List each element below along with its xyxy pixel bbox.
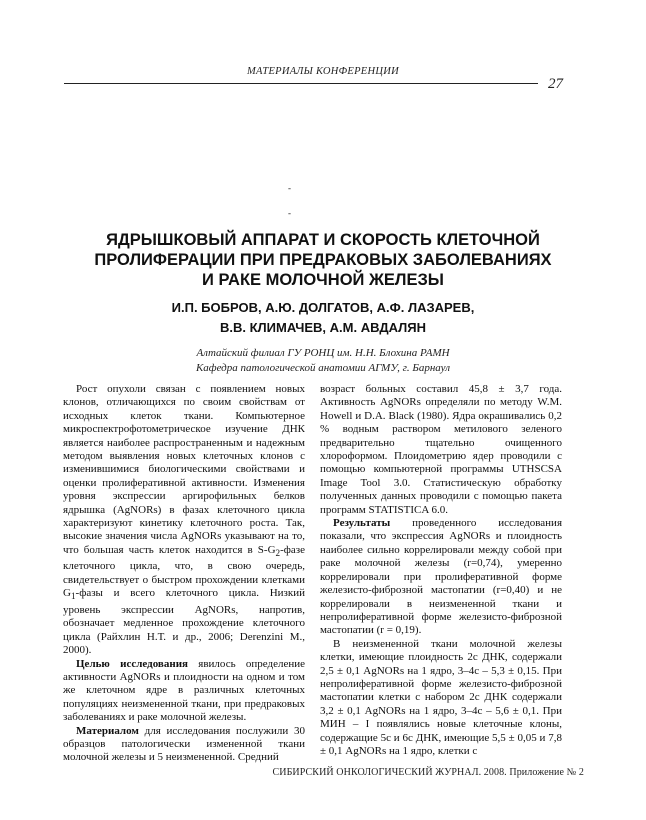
article-affiliation	[40, 346, 606, 376]
material-heading: Материалом	[76, 724, 139, 737]
marker-dash: -	[288, 183, 291, 193]
journal-footer: СИБИРСКИЙ ОНКОЛОГИЧЕСКИЙ ЖУРНАЛ. 2008. Приложение № 2	[272, 767, 584, 778]
article-title-line: И РАКЕ МОЛОЧНОЙ ЖЕЛЕЗЫ	[202, 271, 444, 289]
article-title-line: ПРОЛИФЕРАЦИИ ПРИ ПРЕДРАКОВЫХ ЗАБОЛЕВАНИЯХ	[94, 251, 552, 269]
paragraph-aim: Целью исследования явилось определение активности AgNORs и плоидности на одном и том же клеточном ядре в различных клеточных популяциях неизмененной ткани, при предраковых заболеваниях и раке молочной железы.	[63, 657, 306, 724]
article-title-line: ЯДРЫШКОВЫЙ АППАРАТ И СКОРОСТЬ КЛЕТОЧНОЙ	[106, 231, 540, 249]
page-number: 27	[548, 76, 563, 92]
header-rule	[64, 83, 538, 84]
authors-line: И.П. БОБРОВ, А.Ю. ДОЛГАТОВ, А.Ф. ЛАЗАРЕВ,	[171, 300, 475, 315]
running-header: МАТЕРИАЛЫ КОНФЕРЕНЦИИ	[246, 66, 400, 77]
affiliation-line: Алтайский филиал ГУ РОНЦ им. Н.Н. Блохина РАМН	[196, 347, 450, 359]
marker-dash: -	[288, 208, 291, 218]
paragraph-methods: возраст больных составил 45,8 ± 3,7 года. Активность AgNORs определяли по методу W.M. Howell и D.A. Black (1980). Ядра окрашивались 0,2 % водным раствором метилового зеленого предварительно тщательно очищенного хлороформом. Плоидометрию ядер проводили с помощью компьютерной программы UTHSCSA Image Tool 3.0. Статистическую обработку полученных данных проводили с помощью пакета программ STATISTICA 6.0.	[320, 383, 562, 516]
aim-heading: Целью исследования	[76, 657, 188, 670]
paragraph-findings: В неизмененной ткани молочной железы клетки, имеющие плоидность 2с ДНК, содержали 2,5 ± 0,1 AgNORs на 1 ядро, 3–4с – 5,3 ± 0,15. При непролиферативной форме железисто-фиброзной мастопатии клетки с набором 2с ДНК содержали 3,2 ± 0,1 AgNORs на 1 ядро, 3–4с – 5,6 ± 0,1. При МИН – I появлялись новые клеточные клоны, содержащие 5с и 6с ДНК, имеющие 5,5 ± 0,05 и 7,8 ± 0,1 AgNORs на 1 ядро, клетки с	[320, 637, 562, 757]
paragraph-introduction: Рост опухоли связан с появлением новых клонов, отличающихся по своим свойствам от исходных клеток ткани. Компьютерное микроспектрофотометрическое изучение ДНК является наиболее распространенным и надежным методом выявления новых клеточных клонов с изменившимися биологическими свойствами и оценки пролиферативной активности. Изменения уровня экспрессии аргирофильных белков ядрышка (AgNORs) в фазах клеточного цикла характеризуют кинетику клеточного роста. Так, высокие значения числа AgNORs указывают на то, что большая часть клеток находится в $S-G_2$-фазе клеточного цикла, что, в свою очередь, свидетельствует о быстром прохождении клетками $G_1$-фазы и всего клеточного цикла. Низкий уровень экспрессии AgNORs, напротив, обозначает медленное прохождение клеточного цикла (Райхлин Н.Т. и др., 2006; Derenzini M., 2000).	[63, 383, 305, 657]
body-column-right	[320, 383, 562, 758]
paragraph-results: Результаты проведенного исследования показали, что экспрессия AgNORs и плоидность наиболее сильно коррелировали между собой при раке молочной железы (r=0,74), умеренно коррелировали при пролиферативной форме железисто-фиброзной мастопатии (r=0,40) и не коррелировали в неизмененной ткани и непролиферативной форме железисто-фиброзной мастопатии (r = 0,19).	[320, 517, 562, 637]
results-heading: Результаты	[333, 517, 391, 530]
article-title	[40, 230, 606, 290]
body-column-left	[63, 383, 305, 765]
authors-line: В.В. КЛИМАЧЕВ, А.М. АВДАЛЯН	[220, 320, 426, 335]
article-authors	[40, 298, 606, 338]
affiliation-line: Кафедра патологической анатомии АГМУ, г. Барнаул	[195, 362, 451, 374]
paragraph-material: Материалом для исследования послужили 30 образцов патологически измененной ткани молочной железы и 5 неизмененной. Средний	[63, 724, 305, 764]
